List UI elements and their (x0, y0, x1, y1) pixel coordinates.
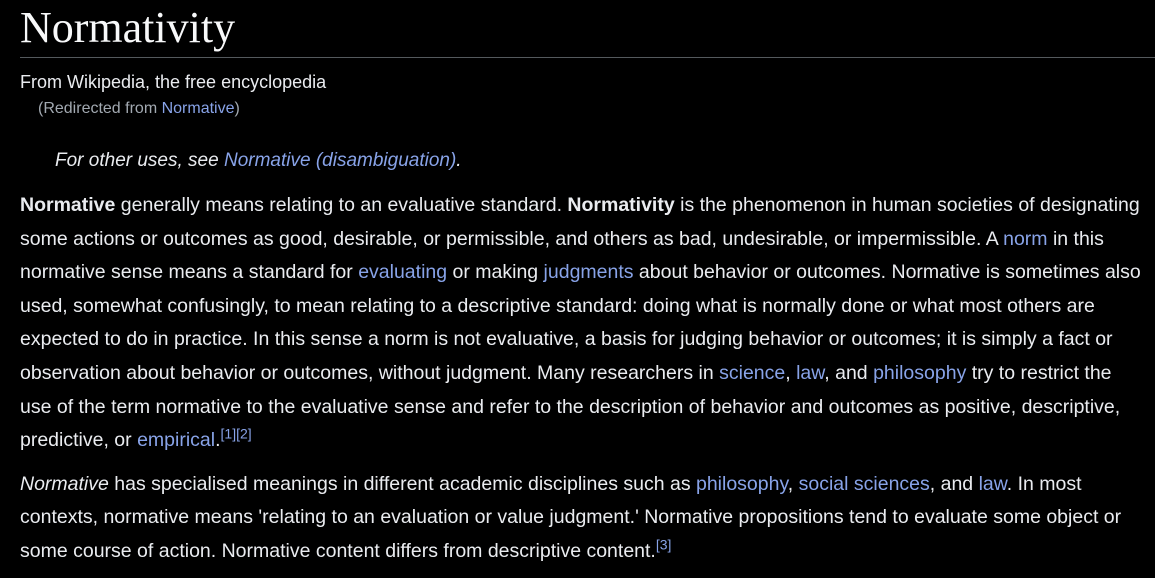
paragraph-text: , and (824, 361, 874, 384)
link-law[interactable]: law (796, 361, 825, 384)
paragraph-text: has specialised meanings in different academic disciplines such as (108, 472, 696, 495)
redirect-notice (38, 98, 240, 120)
link-empirical[interactable]: empirical (137, 429, 216, 452)
citation-ref (221, 426, 252, 442)
paragraph-text: . In most contexts, normative means 'relating to an evaluation or value judgment.' Normative propositions tend to evaluate some object or some course of action. Normative content differs from descriptive content. (20, 472, 1122, 562)
hatnote-prefix: For other uses, see (55, 150, 224, 171)
citation-ref (656, 536, 672, 552)
hatnote (55, 148, 462, 174)
redirect-prefix: (Redirected from (38, 100, 162, 117)
link-evaluating[interactable]: evaluating (358, 261, 448, 284)
citation-link-3[interactable]: [3] (655, 536, 672, 553)
paragraph-intro (20, 189, 1148, 458)
title-divider (20, 57, 1155, 58)
paragraph-text: try to restrict the use of the term normative to the evaluative sense and refer to the description of behavior and outcomes as positive, descriptive, predictive, or (20, 361, 1121, 452)
term-normative-italic: Normative (20, 472, 109, 495)
paragraph-disciplines (20, 468, 1148, 569)
paragraph-text: . (215, 429, 221, 452)
paragraph-text: , (785, 361, 797, 384)
paragraph-text: , and (929, 472, 979, 495)
link-science[interactable]: science (719, 361, 786, 384)
paragraph-text: , (787, 472, 799, 495)
redirect-source-link[interactable]: Normative (161, 100, 235, 117)
paragraph-text: generally means relating to an evaluative standard. (115, 194, 568, 216)
link-norm[interactable]: norm (1003, 227, 1048, 250)
link-judgments[interactable]: judgments (543, 261, 634, 284)
link-philosophy[interactable]: philosophy (873, 361, 967, 384)
citation-link-1[interactable]: [1] (220, 425, 237, 442)
term-normativity: Normativity (567, 194, 675, 216)
site-tagline: From Wikipedia, the free encyclopedia (20, 72, 327, 92)
paragraph-text: about behavior or outcomes. Normative is sometimes also used, somewhat confusingly, to mean relating to a descriptive standard: doing what is normally done or what most others are expected to do in practice. In this sense a norm is not evaluative, a basis for judging behavior or outcomes; it is simply a fact or observation about behavior or outcomes, without judgment. Many researchers in (20, 261, 1141, 384)
paragraph-text: is the phenomenon in human societies of designating some actions or outcomes as good, desirable, or permissible, and others as bad, undesirable, or impermissible. A (20, 194, 1140, 250)
link-law-2[interactable]: law (978, 472, 1007, 495)
term-normative: Normative (20, 194, 116, 216)
link-philosophy-2[interactable]: philosophy (695, 472, 788, 495)
redirect-suffix: ) (234, 100, 240, 117)
disambiguation-link[interactable]: Normative (disambiguation) (223, 150, 457, 171)
citation-link-2[interactable]: [2] (236, 425, 252, 442)
page-title: Normativity (20, 3, 236, 52)
paragraph-text: or making (447, 261, 544, 284)
paragraph-text: in this normative sense means a standard for (20, 227, 1104, 284)
article-body (20, 189, 1148, 578)
link-social-sciences[interactable]: social sciences (798, 472, 930, 495)
hatnote-suffix: . (456, 150, 462, 171)
